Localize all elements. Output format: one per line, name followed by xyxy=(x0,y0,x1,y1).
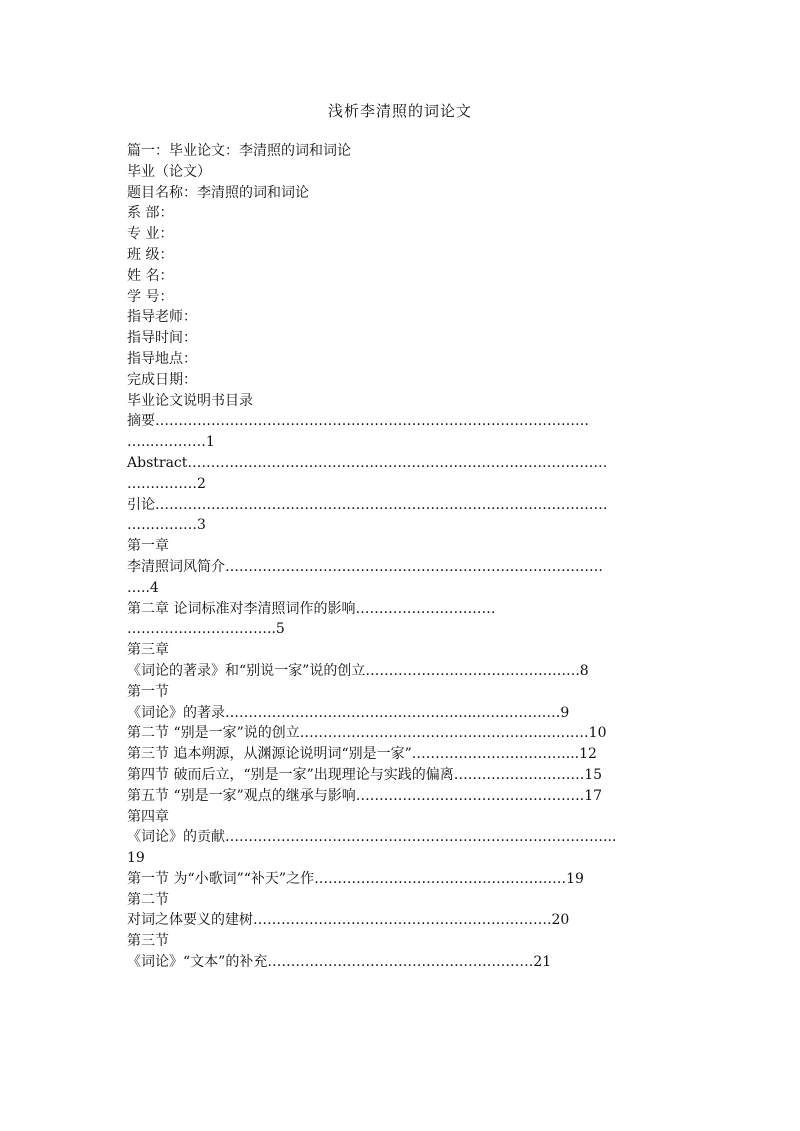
toc-entry-continuation: 19 xyxy=(127,850,145,867)
text-line: 系 部： xyxy=(127,205,174,222)
toc-entry: 对词之体要义的建树……………………………………………………….20 xyxy=(127,912,570,929)
toc-entry: 第四节 破而后立，“别是一家”出现理论与实践的偏离……………………….15 xyxy=(127,766,603,783)
text-line: 学 号： xyxy=(127,288,174,305)
text-line: 题目名称：李清照的词和词论 xyxy=(127,184,309,201)
toc-section: 第二节 xyxy=(127,891,169,908)
toc-chapter: 第四章 xyxy=(127,808,169,825)
text-line: 班 级： xyxy=(127,246,174,263)
toc-entry: 第二节 “别是一家”说的创立……………………………………………..………10 xyxy=(127,725,607,742)
toc-entry: 引论……………………………………………………………….…………………… xyxy=(127,496,608,513)
toc-entry-continuation: …..…………1 xyxy=(127,434,215,451)
toc-entry-continuation: ……………2 xyxy=(127,475,206,492)
toc-entry: 《词论》的贡献………………………………………………………………………... xyxy=(127,829,617,846)
document-body xyxy=(127,141,672,973)
toc-chapter: 第一章 xyxy=(127,538,169,555)
toc-heading: 毕业论文说明书目录 xyxy=(127,392,253,409)
toc-entry: 第三节 追本朔源，从渊源论说明词“别是一家”……………………………...12 xyxy=(127,746,597,763)
toc-entry-continuation: ……………3 xyxy=(127,517,206,534)
toc-section: 第一节 xyxy=(127,683,169,700)
text-line: 姓 名： xyxy=(127,267,174,284)
toc-entry: 第一节 为“小歌词”“补天”之作………………………………………………19 xyxy=(127,870,584,887)
toc-entry: 第五节 “别是一家”观点的继承与影响………………………………………….17 xyxy=(127,787,603,804)
toc-entry: 李清照词风简介……………………………………………………………………… xyxy=(127,558,603,575)
text-line: 指导老师： xyxy=(127,309,197,326)
text-line: 专 业： xyxy=(127,226,174,243)
toc-entry: 《词论的著录》和“别说一家”说的创立……………………………………….8 xyxy=(127,662,589,679)
text-line: 指导时间： xyxy=(127,330,197,347)
toc-chapter: 第三章 xyxy=(127,642,169,659)
toc-entry: 摘要………………………………………………………………………………… xyxy=(127,413,589,430)
toc-entry: 《词论》的著录……………………………………………...………………9 xyxy=(127,704,570,721)
toc-entry: Abstract……………………………………………………………………………… xyxy=(127,454,608,471)
text-line: 指导地点： xyxy=(127,350,197,367)
document-title: 浅析李清照的词论文 xyxy=(327,102,472,120)
toc-entry: 第二章 论词标准对李清照词作的影响………………………… xyxy=(127,600,496,617)
toc-entry-continuation: …………………………..5 xyxy=(127,621,285,638)
toc-entry: 《词论》“文本”的补充…………………………………………………21 xyxy=(127,954,552,971)
text-line: 完成日期： xyxy=(127,371,197,388)
text-line: 篇一：毕业论文：李清照的词和词论 xyxy=(127,143,351,159)
toc-entry-continuation: …..4 xyxy=(127,579,159,596)
toc-section: 第三节 xyxy=(127,933,169,950)
text-line: 毕业（论文） xyxy=(127,163,211,180)
